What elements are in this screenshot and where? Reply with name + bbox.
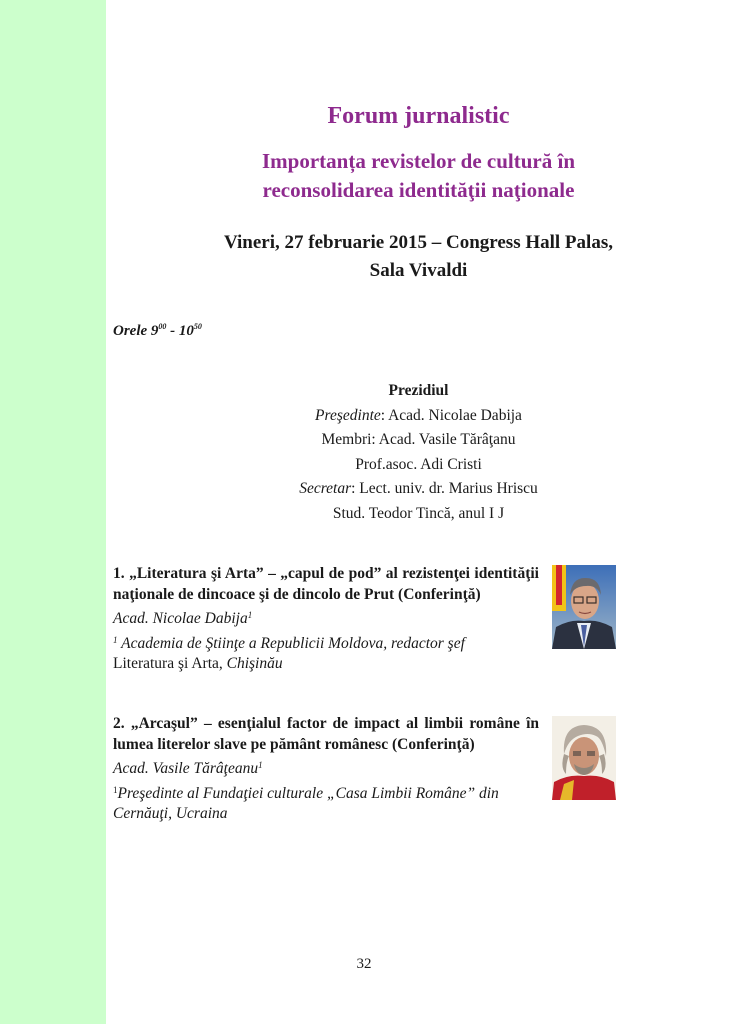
presidium-heading: Prezidiul <box>388 382 449 399</box>
presidium-president <box>106 404 731 429</box>
secretary-name: : Lect. univ. dr. Marius Hriscu <box>351 480 538 497</box>
talk-author: Acad. Nicolae Dabija$^1$ <box>113 610 253 627</box>
hours-end-minutes: 50 <box>193 322 202 331</box>
president-label: Preşedinte <box>315 406 381 424</box>
presidium-members: Membri: Acad. Vasile Tărâţanu <box>321 431 516 448</box>
speaker-photo-tarateanu <box>552 716 616 800</box>
page-number: 32 <box>356 956 372 972</box>
subtitle-line-1: Importanța revistelor de cultură în <box>261 149 576 173</box>
footnote-marker: 1 <box>258 760 263 770</box>
presidium-block <box>106 379 731 526</box>
president-name: : Acad. Nicolae Dabija <box>380 406 522 424</box>
forum-title: Forum jurnalistic <box>327 103 510 129</box>
talk-author: Acad. Vasile Tărâţeanu$^1$ <box>113 760 263 777</box>
presidium-student: Stud. Teodor Tincă, anul I J <box>332 504 505 522</box>
affiliation-text: Preşedinte al Fundaţiei culturale „Casa Limbii Române” din Cernăuţi, Ucraina <box>113 784 499 822</box>
affiliation-publication: Literatura şi Arta, <box>113 655 227 672</box>
talk-affiliation <box>113 630 539 675</box>
hours-prefix: Orele 9 <box>113 323 159 339</box>
event-line-1: Vineri, 27 februarie 2015 – Congress Hall Palas, <box>224 232 613 253</box>
event-date-location <box>106 229 731 285</box>
portrait-image <box>552 565 616 649</box>
presidium-secretary <box>106 477 731 502</box>
talk-affiliation <box>113 780 539 825</box>
footnote-marker: 1 <box>113 784 118 795</box>
talk-item <box>113 714 539 825</box>
footnote-marker: 1 <box>247 610 253 620</box>
event-line-2: Sala Vivaldi <box>369 260 468 281</box>
presidium-member-2: Prof.asoc. Adi Cristi <box>355 455 482 473</box>
session-hours <box>113 322 202 340</box>
secretary-label: Secretar <box>299 480 352 497</box>
talk-title: 2. „Arcaşul” – esenţialul factor de impact al limbii române în lumea literelor slave pe pământ românesc (Conferinţă) <box>113 715 539 753</box>
talk-item <box>113 564 539 675</box>
footnote-marker: 1 <box>113 634 118 645</box>
hours-start-minutes: 00 <box>158 322 167 331</box>
subtitle-line-2: reconsolidarea identităţii naţionale <box>262 178 575 202</box>
affiliation-text: Academia de Ştiinţe a Republicii Moldova, redactor şef <box>117 634 465 652</box>
hours-separator: - 10 <box>166 323 194 339</box>
affiliation-city: Chişinău <box>226 655 283 672</box>
portrait-image <box>552 716 616 800</box>
speaker-photo-dabija <box>552 565 616 649</box>
forum-subtitle <box>106 147 731 205</box>
talk-title: 1. „Literatura şi Arta” – „capul de pod” al rezistenţei identităţii naţionale de dincoace şi de dincolo de Prut (Conferinţă) <box>113 565 539 603</box>
side-margin-band <box>0 0 106 1024</box>
